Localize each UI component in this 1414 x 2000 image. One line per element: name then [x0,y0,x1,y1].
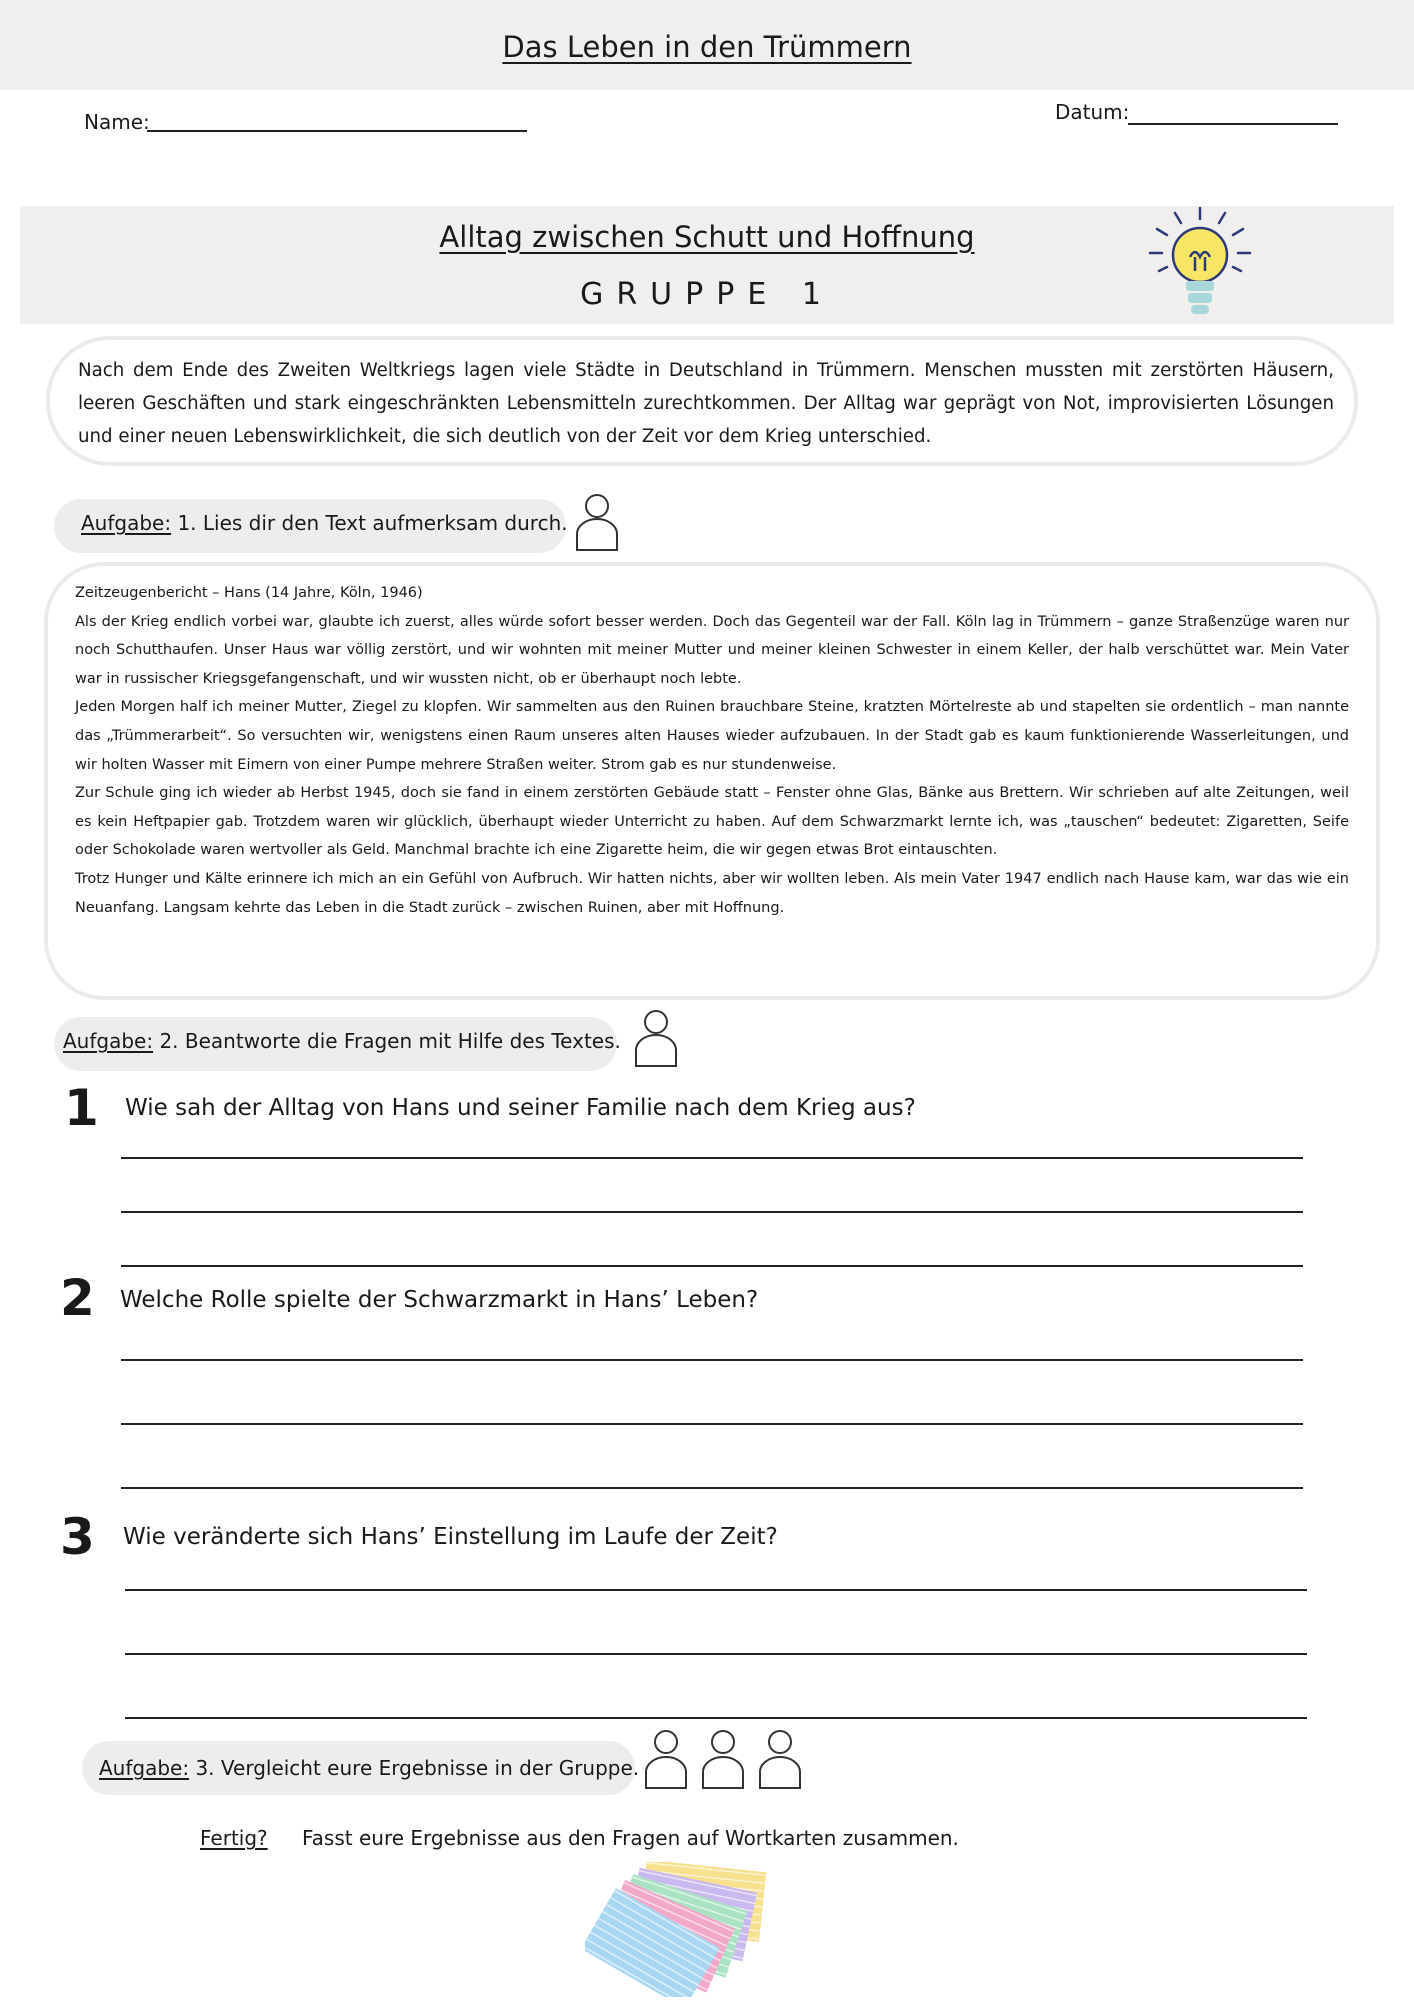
answer-line[interactable] [125,1717,1307,1719]
answer-line[interactable] [125,1589,1307,1591]
answer-line[interactable] [121,1211,1303,1213]
story-paragraph: Trotz Hunger und Kälte erinnere ich mich an ein Gefühl von Aufbruch. Wir hatten nichts, aber wir wollten leben. Als mein Vater 1947 endlich nach Hause kam, war das wie ein Neuanfang. Langsam kehrte das Leben in die Stadt zurück – zwischen Ruinen, aber mit Hoffnung. [75,870,1349,916]
question-text: Wie veränderte sich Hans’ Einstellung im Laufe der Zeit? [123,1524,778,1550]
task3-instruction [99,1756,639,1780]
section-title: Alltag zwischen Schutt und Hoffnung [439,220,975,254]
story-heading: Zeitzeugenbericht – Hans (14 Jahre, Köln, 1946) [75,585,423,601]
story-paragraph: Jeden Morgen half ich meiner Mutter, Ziegel zu klopfen. Wir sammelten aus den Ruinen brauchbare Steine, kratzten Mörtelreste ab und stapelten sie ordentlich – man nannte das „Trümmerarbeit“. So versuchten wir, wenigstens einen Raum unseres alten Hauses wieder aufzubauen. In der Stadt gab es kaum funktionierende Wasserleitungen, und wir holten Wasser mit Eimern von einer Pumpe mehrere Straßen weiter. Strom gab es nur stundenweise. [75,699,1349,773]
story-paragraph: Als der Krieg endlich vorbei war, glaubte ich zuerst, alles würde sofort besser werden. Doch das Gegenteil war der Fall. Köln lag in Trümmern – ganze Straßenzüge waren nur noch Schutthaufen. Unser Haus war völlig zerstört, und wir wohnten mit meiner Mutter und meiner kleinen Schwester in einem Keller, der halb verschüttet war. Mein Vater war in russischer Kriegsgefangenschaft, und wir wussten nicht, ob er überhaupt noch lebte. [75,613,1349,687]
person-icon [631,1008,681,1070]
done-label: Fertig? [200,1826,268,1850]
question-number: 3 [60,1508,95,1566]
done-text: Fasst eure Ergebnisse aus den Fragen auf Wortkarten zusammen. [302,1826,959,1850]
task1-text: 1. Lies dir den Text aufmerksam durch. [171,511,568,535]
answer-line[interactable] [121,1487,1303,1489]
question-text: Wie sah der Alltag von Hans und seiner Familie nach dem Krieg aus? [125,1095,916,1121]
question-text: Welche Rolle spielte der Schwarzmarkt in Hans’ Leben? [120,1287,759,1313]
answer-line[interactable] [125,1653,1307,1655]
name-label: Name: [84,110,150,134]
task2-text: 2. Beantworte die Fragen mit Hilfe des Textes. [153,1029,621,1053]
task1-instruction [81,511,568,535]
page-title: Das Leben in den Trümmern [502,30,912,64]
answer-line[interactable] [121,1157,1303,1159]
group-people-icon [642,1728,807,1792]
answer-line[interactable] [121,1265,1303,1267]
task3-prefix: Aufgabe: [99,1756,190,1780]
story-paragraph: Zur Schule ging ich wieder ab Herbst 1945, doch sie fand in einem zerstörten Gebäude statt – Fenster ohne Glas, Bänke aus Brettern. Wir schrieben auf alte Zeitungen, weil es kein Heftpapier gab. Trotzdem waren wir glücklich, überhaupt wieder Unterricht zu haben. Auf dem Schwarzmarkt lernte ich, was „tauschen“ bedeutet: Zigaretten, Seife oder Schokolade waren wertvoller als Geld. Manchmal brachte ich eine Zigarette heim, die wir gegen etwas Brot eintauschten. [75,785,1349,859]
answer-line[interactable] [121,1423,1303,1425]
lightbulb-icon [1145,205,1255,320]
date-label: Datum: [1055,100,1130,124]
intro-text: Nach dem Ende des Zweiten Weltkriegs lagen viele Städte in Deutschland in Trümmern. Menschen mussten mit zerstörten Häusern, leeren Geschäften und stark eingeschränkten Lebensmitteln zurechtkommen. Der Alltag war geprägt von Not, improvisierten Lösungen und einer neuen Lebenswirklichkeit, die sich deutlich von der Zeit vor dem Krieg unterschied. [78,360,1334,447]
story-text [75,579,1349,922]
name-field[interactable] [147,130,527,132]
task1-prefix: Aufgabe: [81,511,172,535]
question-number: 2 [60,1269,95,1327]
group-label: GRUPPE 1 [580,277,834,312]
question-number: 1 [64,1079,99,1137]
answer-line[interactable] [121,1359,1303,1361]
task2-prefix: Aufgabe: [63,1029,154,1053]
person-icon [572,492,622,554]
word-cards-icon [585,1862,835,1997]
task2-instruction [63,1029,621,1053]
task3-text: 3. Vergleicht eure Ergebnisse in der Gruppe. [189,1756,640,1780]
date-field[interactable] [1128,123,1338,125]
